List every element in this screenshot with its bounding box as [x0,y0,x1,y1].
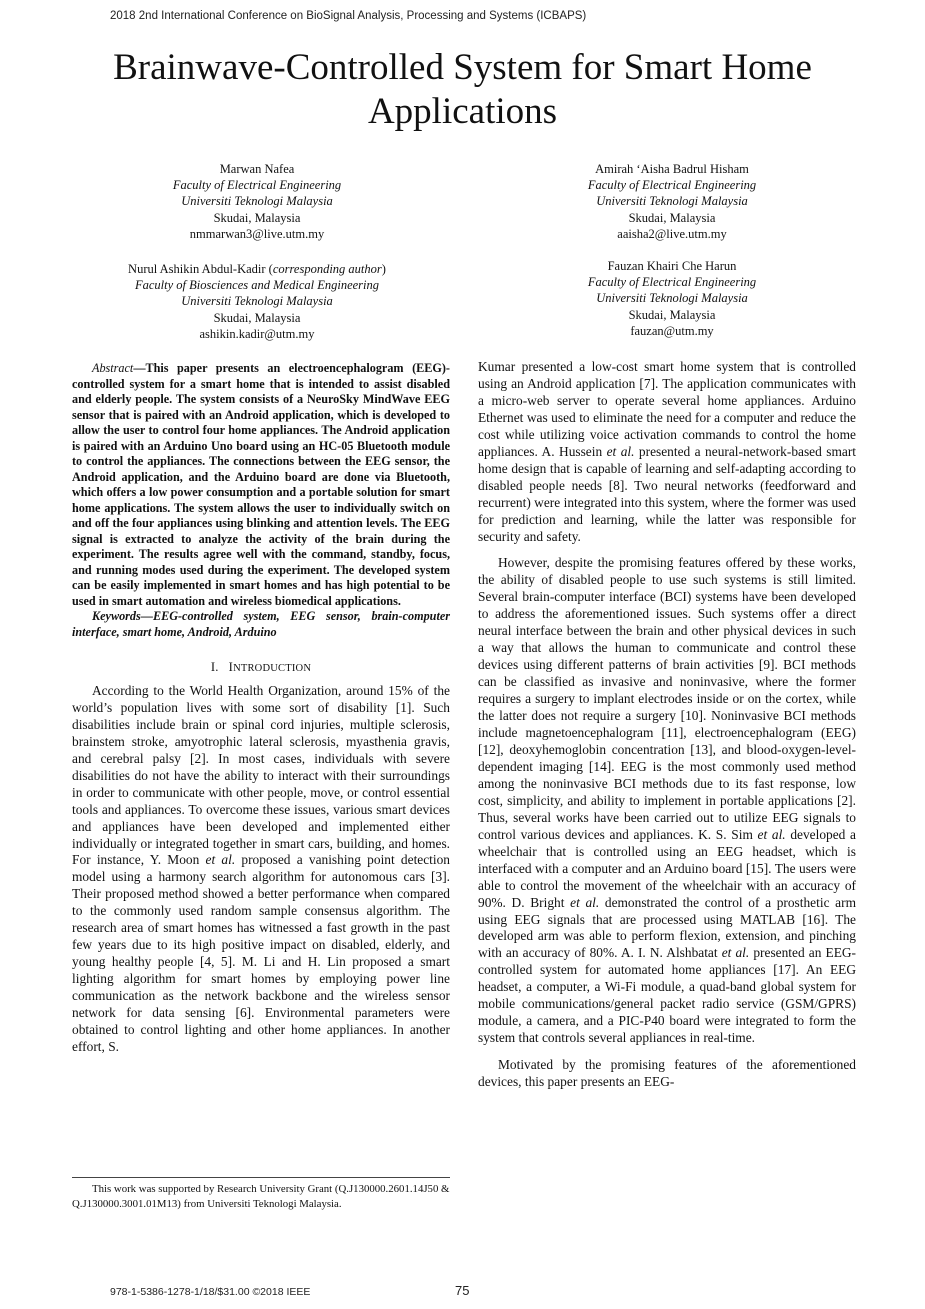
page-number: 75 [455,1283,470,1298]
right-paragraph-1: Kumar presented a low-cost smart home system that is controlled using an Android application [7]. The application communicates with a micro-web server to operate several home appliances. Arduino Ethernet was used to eliminate the need for a computer and reduce the cost while utilizing voice activation commands to control the home appliances. A. Hussein et al. presented a neural-network-based smart home design that is capable of learning and self-adapting according to disabled people needs [8]. Two neural networks (feedforward and recurrent) were integrated into this system, where the former was used for prediction and learning, while the latter was responsible for security and safety. [478,359,856,544]
author-block-3 [57,261,457,342]
isbn-footer: 978-1-5386-1278-1/18/$31.00 ©2018 IEEE [110,1286,311,1298]
author-location: Skudai, Malaysia [213,210,301,225]
funding-footnote: This work was supported by Research University Grant (Q.J130000.2601.14J50 & Q.J130000.3001.01M13) from Universiti Teknologi Malaysia. [72,1183,450,1210]
right-paragraph-2: However, despite the promising features offered by these works, the ability of disabled people to use such systems is still limited. Several brain-computer interface (BCI) systems have been developed to address the aforementioned issues. Such systems offer a direct neural interface between the brain and other physical devices in such a way that allows the human to communicate and control these devices using different patterns of brain activities [9]. BCI methods can be classified as invasive and noninvasive, where the former requires a surgery to implant electrodes inside or on the cortex, while the latter does not require a surgery [10]. Noninvasive BCI methods include magnetoencephalogram [11], electroencephalogram (EEG) [12], deoxyhemoglobin concentration [13], and blood-oxygen-level-dependent imaging [14]. EEG is the most commonly used method among the noninvasive BCI methods due to its fast response, low cost, simplicity, and ability to implement in portable applications [2]. Thus, several works have been carried out to utilize EEG signals to control various devices and appliances. K. S. Sim et al. developed a wheelchair that is controlled using an EEG headset, which is interfaced with a computer and an Arduino board [15]. The users were able to control the movement of the wheelchair with an accuracy of 90%. D. Bright et al. demonstrated the control of a prosthetic arm using EEG signals that are processed using MATLAB [16]. The developed arm was able to perform flexion, extension, and pinching with an accuracy of 80%. A. I. N. Alshbatat et al. presented an EEG-controlled system for automated home appliances [17]. An EEG headset, a computer, a Wi-Fi module, a quad-band global system for mobile communications/general packet radio service (GSM/GPRS) module, a camera, and a PIC-P40 board were integrated to form the system that controls several appliances in real-time. [478,555,857,1046]
author-block-4 [492,258,852,339]
right-column [478,359,856,1091]
title-line-1: Brainwave-Controlled System for Smart Home [113,47,812,88]
author-block-1 [77,161,437,242]
author-block-2 [492,161,852,242]
title-line-2: Applications [367,91,558,132]
right-paragraph-3: Motivated by the promising features of the aforementioned devices, this paper presents an EEG- [478,1057,856,1090]
author-university: Universiti Teknologi Malaysia [596,194,748,209]
author-department: Faculty of Electrical Engineering [172,178,342,193]
author-name-line [57,261,457,277]
footnote-rule [72,1177,450,1178]
author-department: Faculty of Electrical Engineering [587,275,757,290]
author-name: Amirah ‘Aisha Badrul Hisham [595,162,749,176]
author-email: ashikin.kadir@utm.my [199,326,315,341]
abstract-text: —This paper presents an electroencephalogram (EEG)-controlled system for a smart home that is intended to assist disabled and elderly people. The system consists of a NeuroSky MindWave EEG sensor that is paired with an Android application, which is developed to allow the user to control four home appliances. The Android application is paired with an Arduino Uno board using an HC-05 Bluetooth module to control the appliances. The connections between the EEG sensor, the Android application, and the Arduino board are done via Bluetooth, which offers a low power consumption and a portable solution for smart home applications. The system allows the user to individually switch on and off the four appliances using blinking and attention levels. The EEG signal is extracted to analyze the activity of the brain during the experiment. The results agree well with the command, standby, focus, and running modes used during the experiment. The developed system can be easily implemented in smart homes and has high potential to be used in smart automation and wireless biomedical applications. [72,361,450,608]
author-email: fauzan@utm.my [630,323,714,338]
paper-title [0,46,925,134]
left-column [72,361,450,1056]
author-department: Faculty of Biosciences and Medical Engineering [134,278,380,293]
keywords: Keywords—EEG-controlled system, EEG sensor, brain-computer interface, smart home, Android, Arduino [72,609,450,639]
author-name: Marwan Nafea [219,162,295,176]
author-role: corresponding author [272,262,382,276]
author-university: Universiti Teknologi Malaysia [596,291,748,306]
author-name: Fauzan Khairi Che Harun [607,259,737,273]
author-name: Nurul Ashikin Abdul-Kadir ( [128,262,273,276]
author-email: aaisha2@live.utm.my [617,226,727,241]
author-email: nmmarwan3@live.utm.my [189,226,325,241]
author-university: Universiti Teknologi Malaysia [181,294,333,309]
abstract [72,361,450,609]
intro-paragraph-1: According to the World Health Organization, around 15% of the world’s population lives with some sort of disability [1]. Such disabilities include brain or spinal cord injuries, multiple sclerosis, brainstem stroke, amyotrophic lateral sclerosis, myasthenia gravis, and cerebral palsy [2]. In most cases, individuals with severe disabilities do not have the ability to interact with their surroundings in order to communicate with other people, move, or control essential tools and appliances. To overcome these issues, various smart devices and appliances have been developed and implemented either individually or integrated together in smart cars, building, and homes. For instance, Y. Moon et al. proposed a vanishing point detection model using a harmony search algorithm for autonomous cars [3]. Their proposed method showed a better performance when compared to the commonly used random sample consensus algorithm. The research area of smart homes has witnessed a fast growth in the past few years due to its high positive impact on disabled, elderly, and young healthy people [4, 5]. M. Li and H. Lin proposed a smart lighting algorithm for smart homes by employing power line communication as the network backbone and the wireless sensor network for data sensing [6]. Environmental parameters were obtained to control lighting and other home appliances. In another effort, S. [72,682,451,1054]
conference-header: 2018 2nd International Conference on BioSignal Analysis, Processing and Systems (ICBAPS) [110,10,587,22]
author-department: Faculty of Electrical Engineering [587,178,757,193]
author-location: Skudai, Malaysia [213,310,301,325]
author-location: Skudai, Malaysia [628,210,716,225]
abstract-label: Abstract [92,361,134,375]
author-university: Universiti Teknologi Malaysia [181,194,333,209]
author-location: Skudai, Malaysia [628,307,716,322]
author-role-close: ) [381,262,386,276]
section-heading-introduction: I. INTRODUCTION [210,660,312,674]
